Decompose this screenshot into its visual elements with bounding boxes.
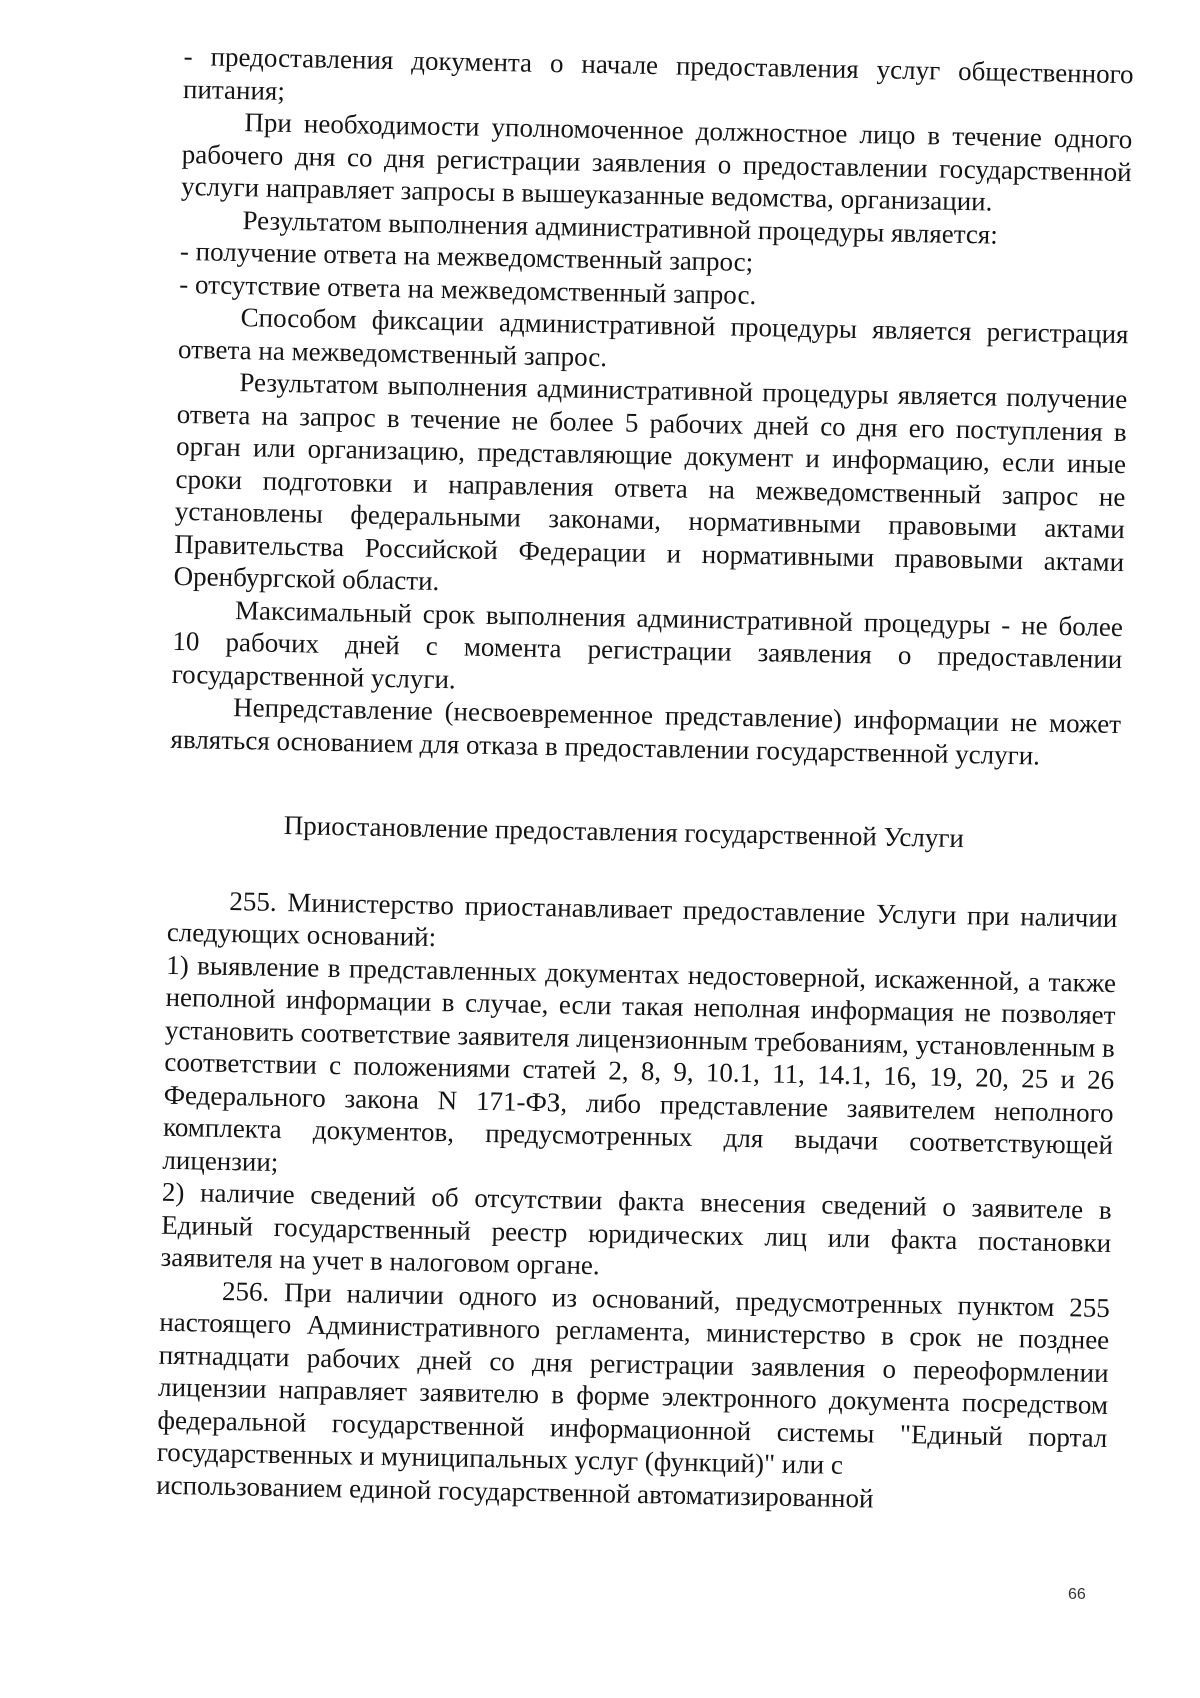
list-item: - предоставления документа о начале предоставления услуг общественного питания; [182, 40, 1134, 106]
document-body [156, 40, 1134, 1519]
numbered-paragraph: 255. Министерство приостанавливает предоставление Услуги при наличии следующих оснований: [166, 885, 1118, 953]
numbered-paragraph: 256. При наличии одного из оснований, предусмотренных пунктом 255 настоящего Административного регламента, министерство в срок не позднее пятнадцати рабочих дней со дня регистрации заявления о переоформлении лицензии направляет заявителю в форме электронного документа посредством федеральной государственной информационной системы "Единый портал государственных и муниципальных услуг (функций)" или с [156, 1275, 1111, 1480]
body-paragraph: Результатом выполнения административной процедуры является получение ответа на запрос в течение не более 5 рабочих дней со дня его поступления в орган или организацию, представляющие документ и информацию, если иные сроки подготовки и направления ответа на межведомственный запрос не установлены федеральными законами, нормативными правовыми актами Правительства Российской Федерации и нормативными правовыми актами Оренбургской области. [173, 367, 1128, 596]
page-number: 66 [1068, 1586, 1086, 1603]
list-item: 1) выявление в представленных документах недостоверной, искаженной, а также неполной информации в случае, если такая неполная информация не позволяет установить соответствие заявителя лицензионным требованиям, установленным в соответствии с положениями статей 2, 8, 9, 10.1, 11, 14.1, 16, 19, 20, 25 и 26 Федерального закона N 171-ФЗ, либо представление заявителем неполного комплекта документов, предусмотренных для выдачи соответствующей лицензии; [162, 949, 1117, 1177]
body-paragraph: Непредставление (несвоевременное представление) информации не может являться основанием для отказа в предоставлении государственной услуги. [170, 692, 1122, 771]
list-item: - получение ответа на межведомственный запрос; [179, 235, 754, 277]
body-paragraph: Результатом выполнения административной процедуры является: [242, 204, 999, 250]
body-paragraph: При необходимости уполномоченное должностное лицо в течение одного рабочего дня со дня регистрации заявления о предоставлении государственной услуги направляет запросы в вышеуказанные ведомства, организации. [180, 107, 1133, 217]
continuation-line: использованием единой государственной автоматизированной [155, 1469, 874, 1514]
section-heading: Приостановление предоставления государственной Услуги [283, 810, 965, 854]
list-item: - отсутствие ответа на межведомственный запрос. [179, 268, 757, 310]
list-item: 2) наличие сведений об отсутствии факта внесения сведений о заявителе в Единый государственный реестр юридических лиц или факта постановки заявителя на учет в налоговом органе. [160, 1176, 1112, 1281]
body-paragraph: Максимальный срок выполнения административной процедуры - не более 10 рабочих дней с момента регистрации заявления о предоставлении государственной услуги. [171, 594, 1124, 694]
body-paragraph: Способом фиксации административной процедуры является регистрация ответа на межведомственный запрос. [177, 302, 1129, 372]
